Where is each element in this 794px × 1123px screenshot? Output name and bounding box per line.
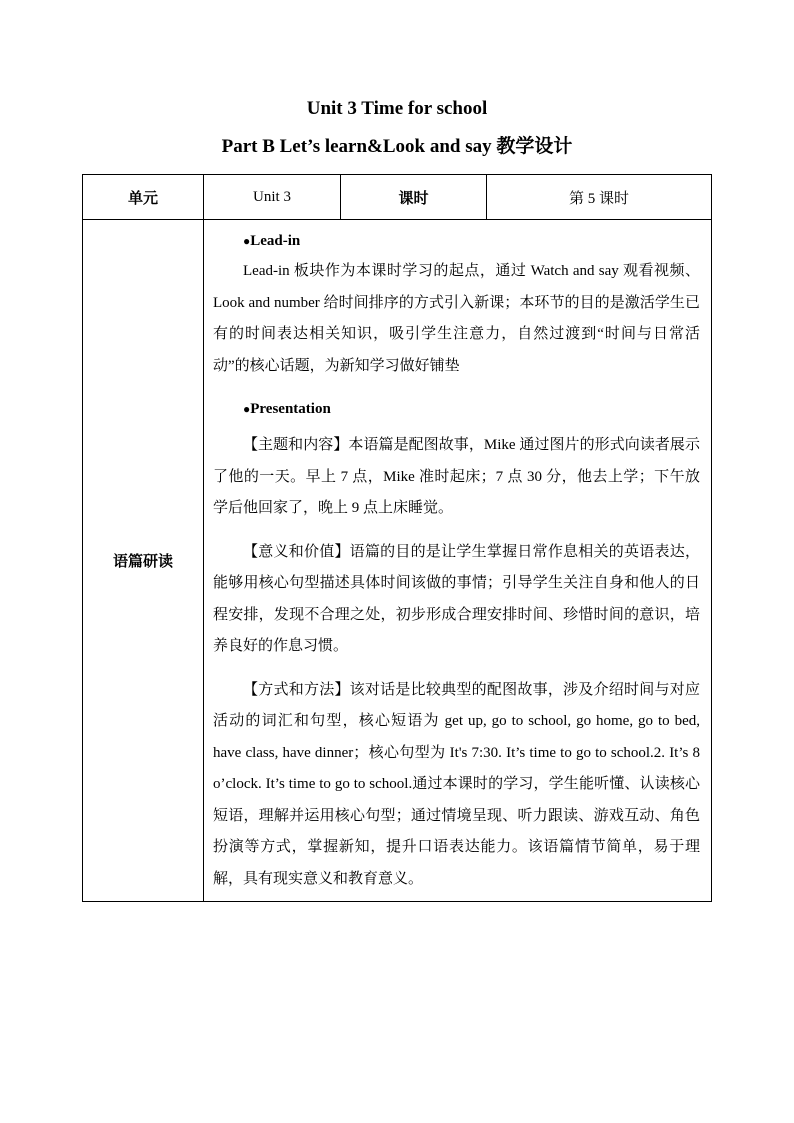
period-value-cell: 第 5 课时 (487, 175, 712, 220)
lesson-design-table (82, 174, 712, 902)
document-subtitle: Part B Let’s learn&Look and say 教学设计 (221, 136, 573, 157)
table-header-row (83, 175, 712, 220)
leadin-heading-text: Lead-in (250, 233, 301, 249)
leadin-paragraph: Lead-in 板块作为本课时学习的起点，通过 Watch and say 观看视频、Look and number 给时间排序的方式引入新课；本环节的目的是激活学生已有的时间表达相关知识，吸引学生注意力，自然过渡到“时间与日常活动”的核心话题，为新知学习做好铺垫 (213, 263, 700, 374)
period-label-cell: 课时 (341, 175, 487, 220)
theme-paragraph: 【主题和内容】本语篇是配图故事，Mike 通过图片的形式向读者展示了他的一天。早上 7 点，Mike 准时起床；7 点 30 分，他去上学；下午放学后他回家了，晚上 9 点上床睡觉。 (213, 437, 700, 516)
leadin-heading (213, 228, 700, 256)
text-analysis-content (204, 220, 712, 902)
unit-value-cell: Unit 3 (204, 175, 341, 220)
presentation-heading-text: Presentation (250, 401, 331, 417)
unit-label-cell: 单元 (83, 175, 204, 220)
bullet-icon: ● (243, 234, 251, 248)
presentation-heading (213, 396, 700, 424)
meaning-paragraph: 【意义和价值】语篇的目的是让学生掌握日常作息相关的英语表达，能够用核心句型描述具体时间该做的事情；引导学生关注自身和他人的日程安排，发现不合理之处，初步形成合理安排时间、珍惜时间的意识，培养良好的作息习惯。 (213, 543, 700, 654)
document-title: Unit 3 Time for school (306, 98, 488, 119)
text-analysis-row (83, 220, 712, 902)
bullet-icon: ● (243, 402, 251, 416)
method-paragraph: 【方式和方法】该对话是比较典型的配图故事，涉及介绍时间与对应活动的词汇和句型，核心短语为 get up, go to school, go home, go to bed, have class, have dinner；核心句型为 It's 7:30. It’s time to go to school.2. It’s 8 o’clock. It’s time to go to school.通过本课时的学习，学生能听懂、认读核心短语，理解并运用核心句型；通过情境呈现、听力跟读、游戏互动、角色扮演等方式，掌握新知，提升口语表达能力。该语篇情节简单，易于理解，具有现实意义和教育意义。 (213, 681, 700, 887)
text-analysis-label: 语篇研读 (83, 220, 204, 902)
